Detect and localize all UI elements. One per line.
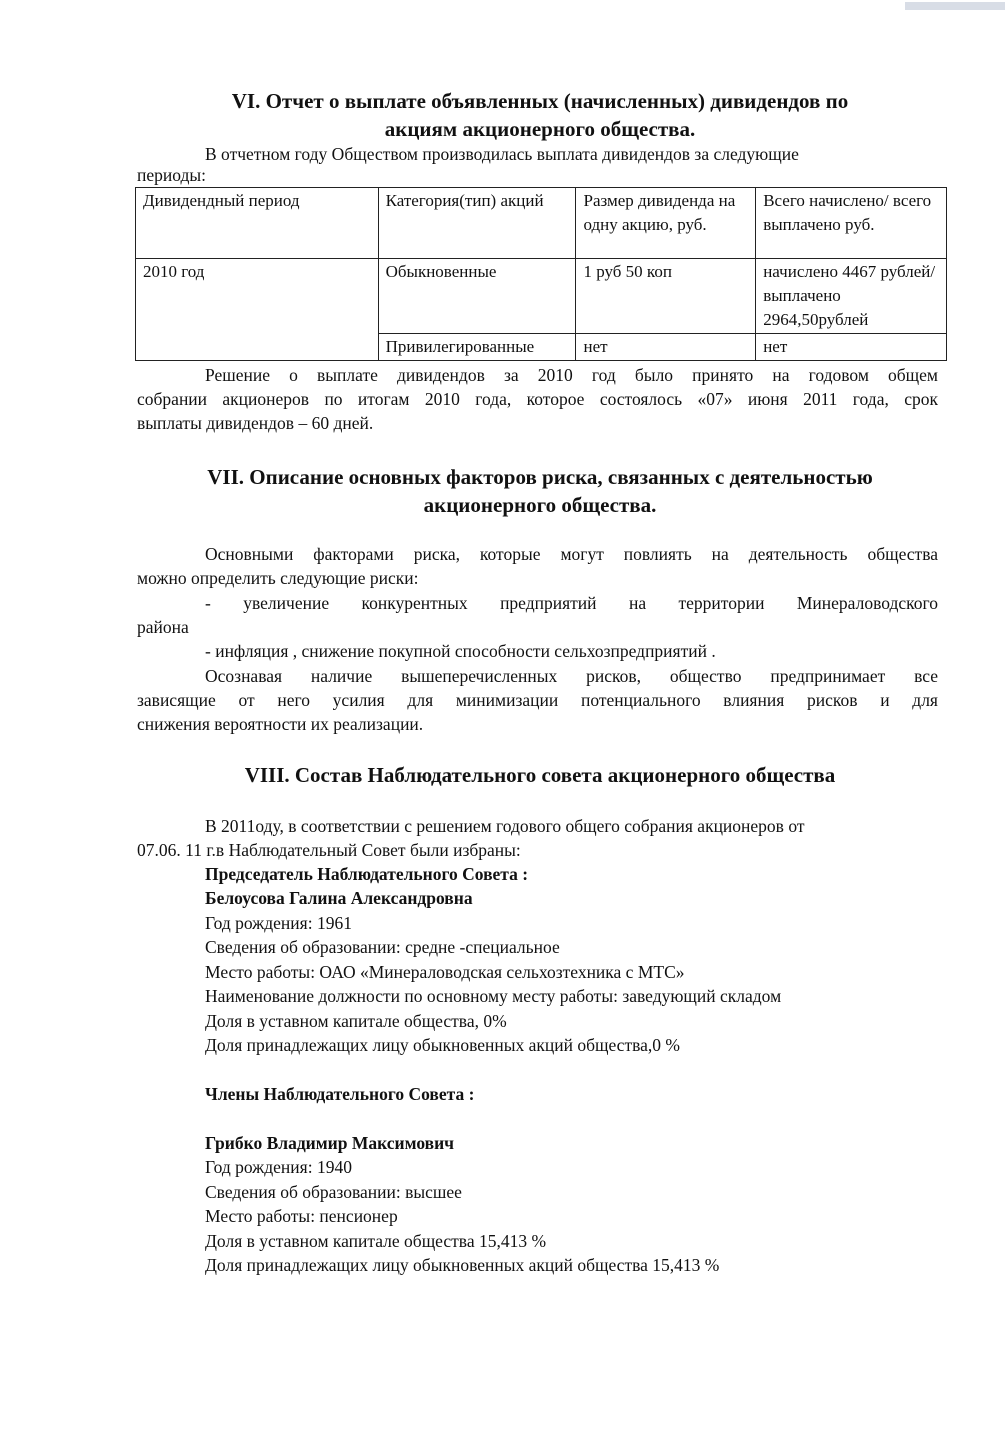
section6-title-line1: VI. Отчет о выплате объявленных (начисленных) дивидендов по bbox=[231, 89, 849, 113]
section8-intro-line2: 07.06. 11 г.в Наблюдательный Совет были избраны: bbox=[137, 840, 521, 860]
table-header-row bbox=[136, 188, 947, 259]
section7-item1-line2: района bbox=[137, 617, 189, 637]
section6-title-line2: акциям акционерного общества. bbox=[384, 117, 696, 141]
section6-decision-line1: Решение о выплате дивидендов за 2010 год было принято на годовом общем bbox=[205, 365, 938, 385]
section7-p1-line1: Основными факторами риска, которые могут повлиять на деятельность общества bbox=[205, 544, 938, 564]
section7-p2-line3: снижения вероятности их реализации. bbox=[137, 714, 424, 734]
member1-name: Грибко Владимир Максимович bbox=[205, 1133, 455, 1153]
section6-intro-line1: В отчетном году Обществом производилась выплата дивидендов за следующие bbox=[205, 144, 799, 164]
table-cell: нет bbox=[576, 334, 756, 361]
section7-p1-line2: можно определить следующие риски: bbox=[137, 568, 419, 588]
section7-item1-line1: - увеличение конкурентных предприятий на территории Минераловодского bbox=[205, 593, 938, 613]
chair-capital-share: Доля в уставном капитале общества, 0% bbox=[205, 1011, 507, 1031]
table-cell: 2010 год bbox=[136, 259, 379, 361]
member1-shares: Доля принадлежащих лицу обыкновенных акций общества 15,413 % bbox=[205, 1255, 720, 1275]
table-header-cell: Всего начислено/ всего выплачено руб. bbox=[756, 188, 947, 259]
section6-decision-line3: выплаты дивидендов – 60 дней. bbox=[137, 413, 374, 433]
table-header-cell: Категория(тип) акций bbox=[378, 188, 576, 259]
table-header-cell: Размер дивиденда на одну акцию, руб. bbox=[576, 188, 756, 259]
chair-name: Белоусова Галина Александровна bbox=[205, 888, 473, 908]
section7-title-line2: акционерного общества. bbox=[423, 493, 657, 517]
table-cell: Обыкновенные bbox=[378, 259, 576, 334]
section7-title-line1: VII. Описание основных факторов риска, связанных с деятельностью bbox=[207, 465, 873, 489]
chair-education: Сведения об образовании: средне -специальное bbox=[205, 937, 560, 957]
section7-item2: - инфляция , снижение покупной способности сельхозпредприятий . bbox=[205, 641, 716, 661]
member1-capital-share: Доля в уставном капитале общества 15,413 % bbox=[205, 1231, 547, 1251]
member1-birth-year: Год рождения: 1940 bbox=[205, 1157, 352, 1177]
chair-birth-year: Год рождения: 1961 bbox=[205, 913, 352, 933]
section6-decision-line2: собрании акционеров по итогам 2010 года, которое состоялось «07» июня 2011 года, срок bbox=[137, 389, 938, 409]
scan-artifact bbox=[905, 2, 1005, 10]
members-label: Члены Наблюдательного Совета : bbox=[205, 1084, 475, 1104]
section7-p2-line2: зависящие от него усилия для минимизации потенциального влияния рисков и для bbox=[137, 690, 938, 710]
table-row bbox=[136, 259, 947, 334]
section8-intro-line1: В 2011оду, в соответствии с решением годового общего собрания акционеров от bbox=[205, 816, 805, 836]
table-cell: нет bbox=[756, 334, 947, 361]
section6-intro-line2: периоды: bbox=[137, 165, 207, 185]
table-header-cell: Дивидендный период bbox=[136, 188, 379, 259]
chair-workplace: Место работы: ОАО «Минераловодская сельхозтехника с МТС» bbox=[205, 962, 685, 982]
chair-label: Председатель Наблюдательного Совета : bbox=[205, 864, 529, 884]
table-cell: начислено 4467 рублей/ выплачено 2964,50рублей bbox=[756, 259, 947, 334]
section8-title: VIII. Состав Наблюдательного совета акционерного общества bbox=[244, 763, 836, 787]
section7-p2-line1: Осознавая наличие вышеперечисленных рисков, общество предпринимает все bbox=[205, 666, 938, 686]
chair-position: Наименование должности по основному месту работы: заведующий складом bbox=[205, 986, 782, 1006]
dividend-table bbox=[135, 187, 947, 361]
member1-education: Сведения об образовании: высшее bbox=[205, 1182, 462, 1202]
table-cell: 1 руб 50 коп bbox=[576, 259, 756, 334]
member1-workplace: Место работы: пенсионер bbox=[205, 1206, 398, 1226]
chair-shares: Доля принадлежащих лицу обыкновенных акций общества,0 % bbox=[205, 1035, 680, 1055]
table-cell: Привилегированные bbox=[378, 334, 576, 361]
